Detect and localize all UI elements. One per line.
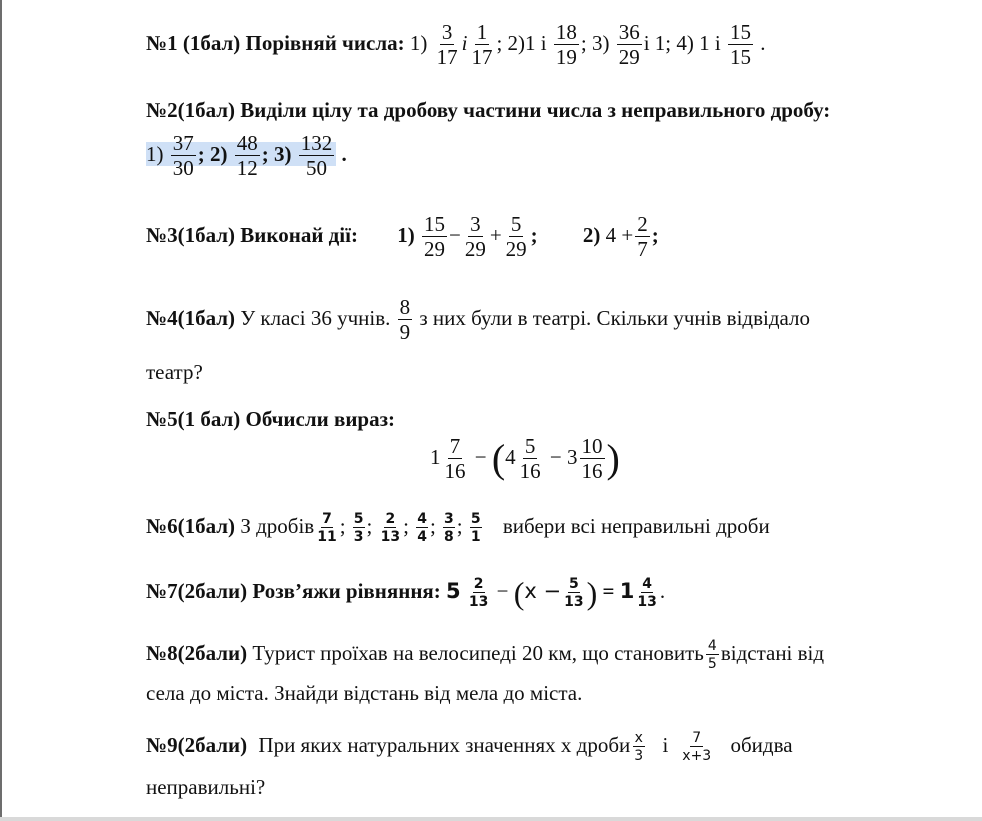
problem-3-text: 4 + xyxy=(605,222,634,247)
minus-sign: − xyxy=(448,222,461,247)
problem-1-heading: №1 (1бал) Порівняй числа: xyxy=(146,30,405,55)
fraction: $\frac{2}{7}$ xyxy=(637,212,648,261)
variable-x: x − xyxy=(524,578,562,603)
fraction: $\frac{2}{13}$ xyxy=(380,511,401,545)
problem-1 xyxy=(146,22,765,68)
problem-1-text: . xyxy=(760,30,766,55)
problem-4-text-line-2: театр? xyxy=(146,360,203,384)
minus-sign: − xyxy=(474,444,487,469)
fraction: $\frac{5}{3}$ xyxy=(353,511,364,545)
problem-2-end: . xyxy=(341,141,347,166)
fraction: $\frac{5}{29}$ xyxy=(505,212,527,261)
problem-6-text: вибери всі неправильні дроби xyxy=(502,513,770,538)
right-parenthesis: ) xyxy=(586,575,598,611)
problem-5-heading: №5(1 бал) Обчисли вираз: xyxy=(146,407,396,431)
problem-5-expression: 1 $\frac{7}{16}$ − (4 $\frac{5}{16}$ − 3 $\frac{10}{16}$ ) xyxy=(430,434,620,483)
problem-4 xyxy=(146,297,810,343)
problem-6: №6(1бал) З дробів $\frac{7}{11}$ ; $\frac{5}{3}$ ; $\frac{2}{13}$ ; $\frac{4}{4}$ ; $\frac{3}{8}$ ; $\frac{5}{1}$ вибери всі неправильні дроби xyxy=(146,511,770,545)
conjunction: і xyxy=(461,30,468,55)
left-parenthesis: ( xyxy=(491,436,506,481)
fraction: $\frac{1}{17}$ xyxy=(471,20,493,69)
fraction: $\frac{7}{16}$ xyxy=(444,434,466,483)
fraction: $\frac{48}{12}$ xyxy=(236,131,258,180)
fraction: $\frac{7}{11}$ xyxy=(317,511,337,545)
problem-1-text: і 1; 4) 1 і xyxy=(643,30,721,55)
fraction: $\frac{7}{x+3}$ xyxy=(682,730,712,764)
fraction: $\frac{x}{3}$ xyxy=(634,730,644,764)
minus-sign: − xyxy=(496,578,509,603)
problem-4-text: У класі 36 учнів. xyxy=(240,305,391,330)
fraction: $\frac{3}{29}$ xyxy=(464,212,486,261)
problem-3-item-1: 1) xyxy=(397,222,415,247)
problem-6-heading: №6(1бал) xyxy=(146,513,236,538)
fraction: $\frac{3}{8}$ xyxy=(444,511,454,545)
fraction: $\frac{8}{9}$ xyxy=(399,295,411,344)
problem-7-heading: №7(2бали) Розв’яжи рівняння: xyxy=(146,578,441,603)
problem-9-text: обидва xyxy=(730,732,793,757)
right-parenthesis: ) xyxy=(606,436,620,481)
left-parenthesis: ( xyxy=(513,575,525,611)
fraction: $\frac{18}{19}$ xyxy=(555,20,577,69)
problem-8 xyxy=(146,639,824,671)
minus-sign: − xyxy=(549,444,562,469)
problem-9-heading: №9(2бали) xyxy=(146,732,248,757)
fraction: $\frac{36}{29}$ xyxy=(618,20,640,69)
problem-3: №3(1бал) Виконай дії: 1) $\frac{15}{29}$ − $\frac{3}{29}$ + $\frac{5}{29}$ ; 2) 4 + $\frac{2}{7}$ ; xyxy=(146,212,659,261)
problem-9 xyxy=(146,731,793,763)
plus-sign: + xyxy=(489,222,502,247)
problem-6-text: З дробів xyxy=(240,513,315,538)
highlighted-selection: 1) $\frac{37}{30}$ ; 2) $\frac{48}{12}$ ; 3) $\frac{132}{50}$ xyxy=(146,142,336,166)
problem-8-text: відстані від xyxy=(720,640,825,665)
problem-8-text: Турист проїхав на велосипеді 20 км, що становить xyxy=(252,640,704,665)
problem-1-text: 1) xyxy=(409,30,428,55)
problem-4-heading: №4(1бал) xyxy=(146,305,236,330)
equals-sign: = xyxy=(602,578,615,603)
problem-9-text-line-2: неправильні? xyxy=(146,775,266,799)
page-left-border xyxy=(0,0,2,821)
problem-1-text: ; 3) xyxy=(580,30,610,55)
fraction: $\frac{37}{30}$ xyxy=(172,131,194,180)
problem-2-heading: №2(1бал) Виділи цілу та дробову частини числа з неправильного дробу: xyxy=(146,98,831,122)
problem-7: №7(2бали) Розв’яжи рівняння: 5 $\frac{2}{13}$ − (x − $\frac{5}{13}$ ) = 1 $\frac{4}{13}$ . xyxy=(146,575,666,611)
fraction: $\frac{5}{16}$ xyxy=(519,434,541,483)
fraction: $\frac{5}{1}$ xyxy=(470,511,481,545)
fraction: $\frac{3}{17}$ xyxy=(436,20,458,69)
conjunction: і xyxy=(662,732,669,757)
fraction: $\frac{10}{16}$ xyxy=(581,434,603,483)
problem-2 xyxy=(146,133,347,179)
problem-4-text: з них були в театрі. Скільки учнів відвідало xyxy=(419,305,811,330)
problem-8-text-line-2: села до міста. Знайди відстань від мела до міста. xyxy=(146,681,583,705)
problem-3-item-2: 2) xyxy=(582,222,601,247)
fraction: $\frac{4}{5}$ xyxy=(707,638,717,672)
fraction: $\frac{4}{4}$ xyxy=(417,511,427,545)
problem-1-text: ; 2)1 і xyxy=(496,30,547,55)
fraction: $\frac{15}{15}$ xyxy=(729,20,751,69)
problem-9-text: При яких натуральних значеннях х дроби xyxy=(258,732,631,757)
problem-3-heading: №3(1бал) Виконай дії: xyxy=(146,222,358,247)
fraction: $\frac{15}{29}$ xyxy=(423,212,445,261)
fraction: $\frac{132}{50}$ xyxy=(300,131,333,180)
fraction: $\frac{5}{13}$ xyxy=(564,576,584,610)
page-bottom-border xyxy=(0,817,982,821)
problem-8-heading: №8(2бали) xyxy=(146,640,248,665)
fraction: $\frac{4}{13}$ xyxy=(637,576,657,610)
fraction: $\frac{2}{13}$ xyxy=(468,576,489,610)
